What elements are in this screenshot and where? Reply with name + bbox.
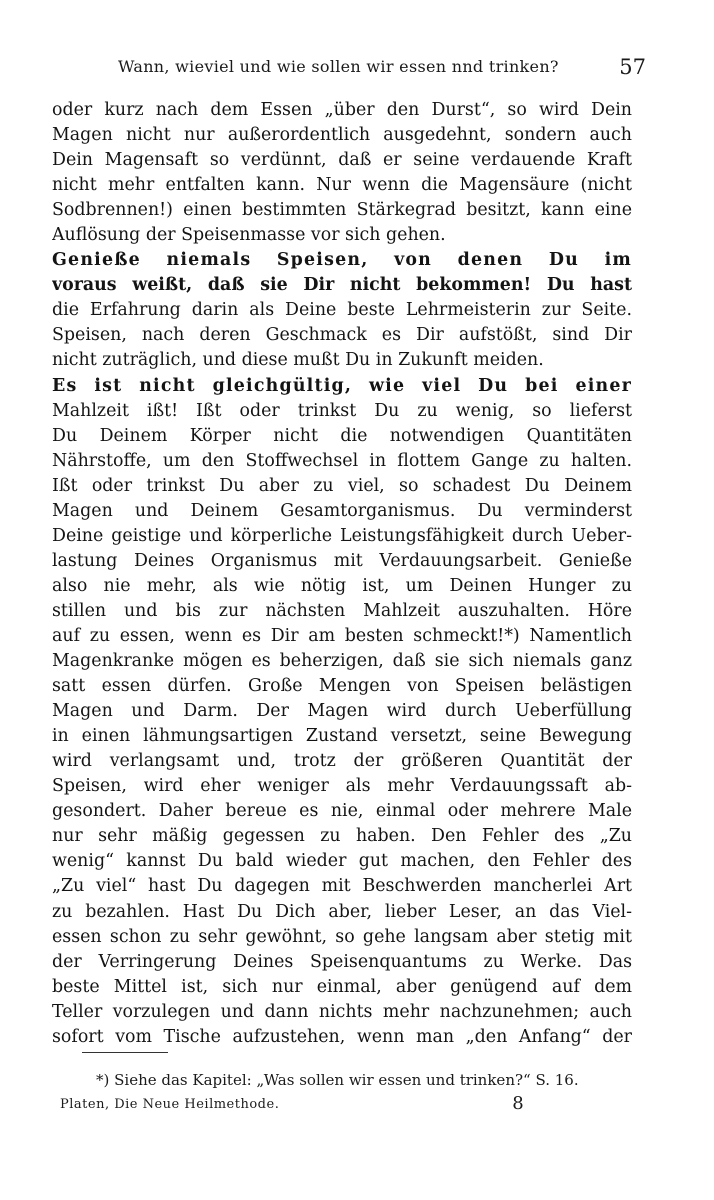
text-line: Mahlzeit ißt! Ißt oder trinkst Du zu wenig, so lieferst <box>52 400 632 421</box>
text-line: auf zu essen, wenn es Dir am besten schmeckt!*) Namentlich <box>52 625 632 646</box>
text-line: nur sehr mäßig gegessen zu haben. Den Fehler des „Zu <box>52 826 632 847</box>
text-line: Speisen, wird eher weniger als mehr Verdauungssaft ab- <box>52 776 632 797</box>
text-line: Magen nicht nur außerordentlich ausgedehnt, sondern auch <box>52 125 632 146</box>
printer-signature: Platen, Die Neue Heilmethode. <box>60 1097 280 1112</box>
text-line: Speisen, nach deren Geschmack es Dir aufstößt, sind Dir <box>52 325 632 346</box>
text-line: in einen lähmungsartigen Zustand versetzt, seine Bewegung <box>52 726 632 747</box>
text-line: lastung Deines Organismus mit Verdauungsarbeit. Genieße <box>52 550 632 571</box>
page-number: 57 <box>619 55 646 79</box>
text-line: stillen und bis zur nächsten Mahlzeit auszuhalten. Höre <box>52 600 632 621</box>
text-line: der Verringerung Deines Speisenquantums zu Werke. Das <box>52 951 632 972</box>
text-line: voraus weißt, daß sie Dir nicht bekommen! Du hast <box>52 275 632 296</box>
text-line: Genieße niemals Speisen, von denen Du im <box>52 250 632 271</box>
text-line: Nährstoffe, um den Stoffwechsel in flottem Gange zu halten. <box>52 450 632 471</box>
text-line: nicht mehr entfalten kann. Nur wenn die Magensäure (nicht <box>52 175 632 196</box>
text-line: die Erfahrung darin als Deine beste Lehrmeisterin zur Seite. <box>52 300 632 321</box>
page-header <box>0 57 714 87</box>
text-line: oder kurz nach dem Essen „über den Durst“, so wird Dein <box>52 100 632 120</box>
text-line: Ißt oder trinkst Du aber zu viel, so schadest Du Deinem <box>52 475 632 496</box>
running-title: Wann, wieviel und wie sollen wir essen nnd trinken? <box>118 57 559 76</box>
text-line: nicht zuträglich, und diese mußt Du in Zukunft meiden. <box>52 350 544 371</box>
text-line: Teller vorzulegen und dann nichts mehr nachzunehmen; auch <box>52 1001 632 1022</box>
sheet-number: 8 <box>512 1093 524 1114</box>
text-line: Sodbrennen!) einen bestimmten Stärkegrad besitzt, kann eine <box>52 200 632 221</box>
body-text <box>52 98 632 1050</box>
text-line: „Zu viel“ hast Du dagegen mit Beschwerden mancherlei Art <box>52 876 632 897</box>
text-line: Deine geistige und körperliche Leistungsfähigkeit durch Ueber- <box>52 525 632 546</box>
text-line: Magenkranke mögen es beherzigen, daß sie sich niemals ganz <box>52 651 632 672</box>
footnote: *) Siehe das Kapitel: „Was sollen wir essen und trinken?“ S. 16. <box>96 1071 579 1089</box>
text-line: Du Deinem Körper nicht die notwendigen Quantitäten <box>52 425 632 446</box>
text-line: sofort vom Tische aufzustehen, wenn man „den Anfang“ der <box>52 1026 632 1047</box>
footnote-divider <box>82 1052 168 1053</box>
text-line: Auflösung der Speisenmasse vor sich gehen. <box>52 225 446 246</box>
text-line: satt essen dürfen. Große Mengen von Speisen belästigen <box>52 676 632 697</box>
text-line: gesondert. Daher bereue es nie, einmal oder mehrere Male <box>52 801 632 822</box>
text-line: Magen und Darm. Der Magen wird durch Ueberfüllung <box>52 701 632 722</box>
text-line: Dein Magensaft so verdünnt, daß er seine verdauende Kraft <box>52 150 632 171</box>
text-line: beste Mittel ist, sich nur einmal, aber genügend auf dem <box>52 976 632 997</box>
text-line: wird verlangsamt und, trotz der größeren Quantität der <box>52 751 632 772</box>
text-line: also nie mehr, als wie nötig ist, um Deinen Hunger zu <box>52 575 632 596</box>
text-line: zu bezahlen. Hast Du Dich aber, lieber Leser, an das Viel- <box>52 901 632 922</box>
text-line: Es ist nicht gleichgültig, wie viel Du bei einer <box>52 375 632 396</box>
text-line: Magen und Deinem Gesamtorganismus. Du verminderst <box>52 500 632 521</box>
text-line: wenig“ kannst Du bald wieder gut machen, den Fehler des <box>52 851 632 872</box>
text-line: essen schon zu sehr gewöhnt, so gehe langsam aber stetig mit <box>52 926 632 947</box>
